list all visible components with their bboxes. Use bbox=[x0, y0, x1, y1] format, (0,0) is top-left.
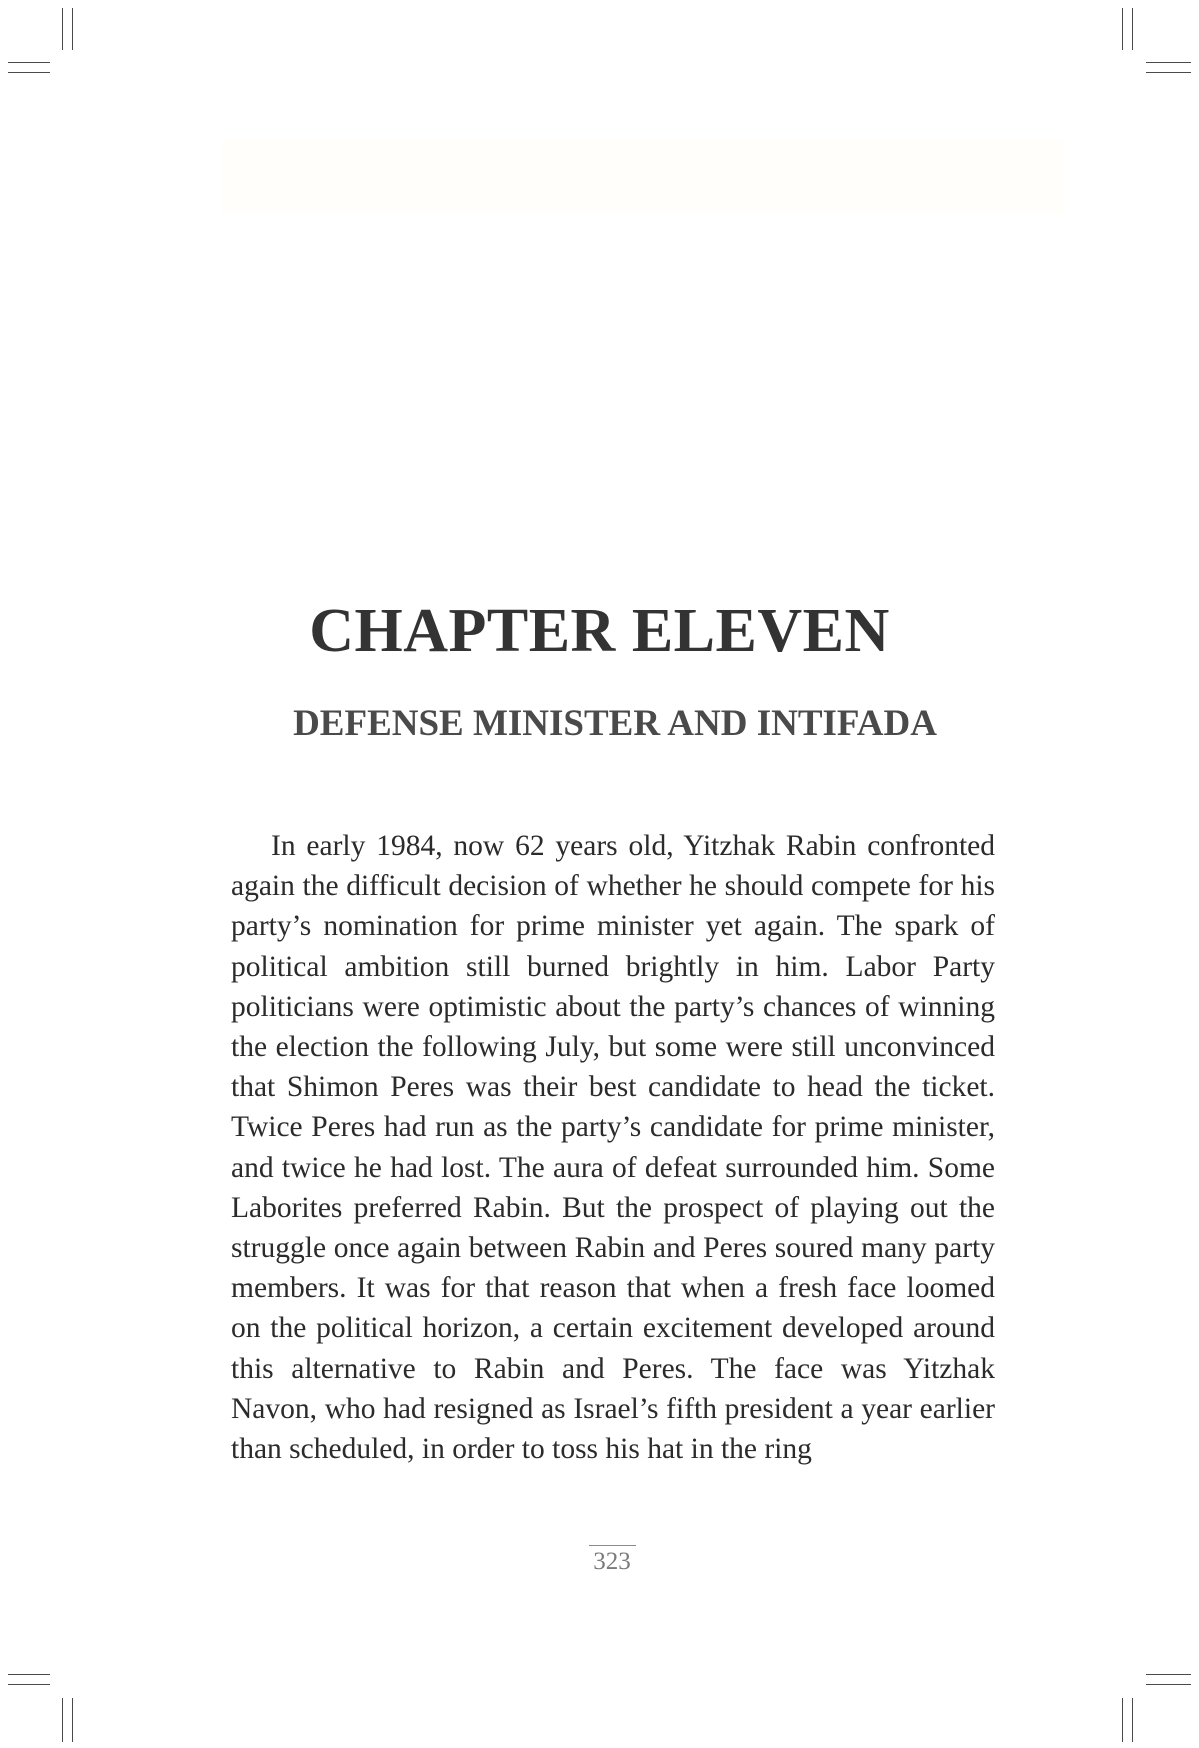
crop-mark-bottom-right-v2 bbox=[1132, 1698, 1133, 1742]
crop-mark-top-left-h1 bbox=[8, 62, 50, 63]
crop-mark-bottom-left-h1 bbox=[8, 1674, 50, 1675]
crop-mark-top-right-h1 bbox=[1146, 62, 1191, 63]
page-number: 323 bbox=[593, 1548, 631, 1575]
crop-mark-top-left-h2 bbox=[8, 72, 50, 73]
crop-mark-bottom-left-v2 bbox=[72, 1698, 73, 1742]
chapter-title: CHAPTER ELEVEN bbox=[309, 597, 890, 665]
crop-mark-bottom-right-h1 bbox=[1146, 1674, 1191, 1675]
crop-mark-bottom-right-v1 bbox=[1122, 1698, 1123, 1742]
crop-mark-top-right-v2 bbox=[1132, 8, 1133, 50]
crop-mark-top-right-h2 bbox=[1146, 72, 1191, 73]
crop-mark-bottom-right-h2 bbox=[1146, 1684, 1191, 1685]
chapter-subtitle: DEFENSE MINISTER AND INTIFADA bbox=[293, 703, 937, 744]
body-paragraph: In early 1984, now 62 years old, Yitzhak Rabin confronted again the difficult decision of whether he should compete for his party’s nomination for prime minister yet again. The spark of political ambition still burned brightly in him. Labor Party politicians were optimistic about the party’s chances of winning the election the following July, but some were still unconvinced that Shimon Peres was their best candidate to head the ticket. Twice Peres had run as the party’s candidate for prime minister, and twice he had lost. The aura of defeat surrounded him. Some Laborites preferred Rabin. But the prospect of playing out the struggle once again between Rabin and Peres soured many party members. It was for that reason that when a fresh face loomed on the political horizon, a certain excitement developed around this alternative to Rabin and Peres. The face was Yitzhak Navon, who had resigned as Israel’s fifth president a year earlier than scheduled, in order to toss his hat in the ring bbox=[231, 830, 995, 1466]
crop-mark-bottom-left-h2 bbox=[8, 1684, 50, 1685]
crop-mark-top-right-v1 bbox=[1122, 8, 1123, 50]
header-band bbox=[222, 140, 1064, 214]
crop-mark-bottom-left-v1 bbox=[62, 1698, 63, 1742]
crop-mark-top-left-v1 bbox=[62, 8, 63, 50]
page-number-rule bbox=[589, 1545, 636, 1546]
crop-mark-top-left-v2 bbox=[72, 8, 73, 50]
